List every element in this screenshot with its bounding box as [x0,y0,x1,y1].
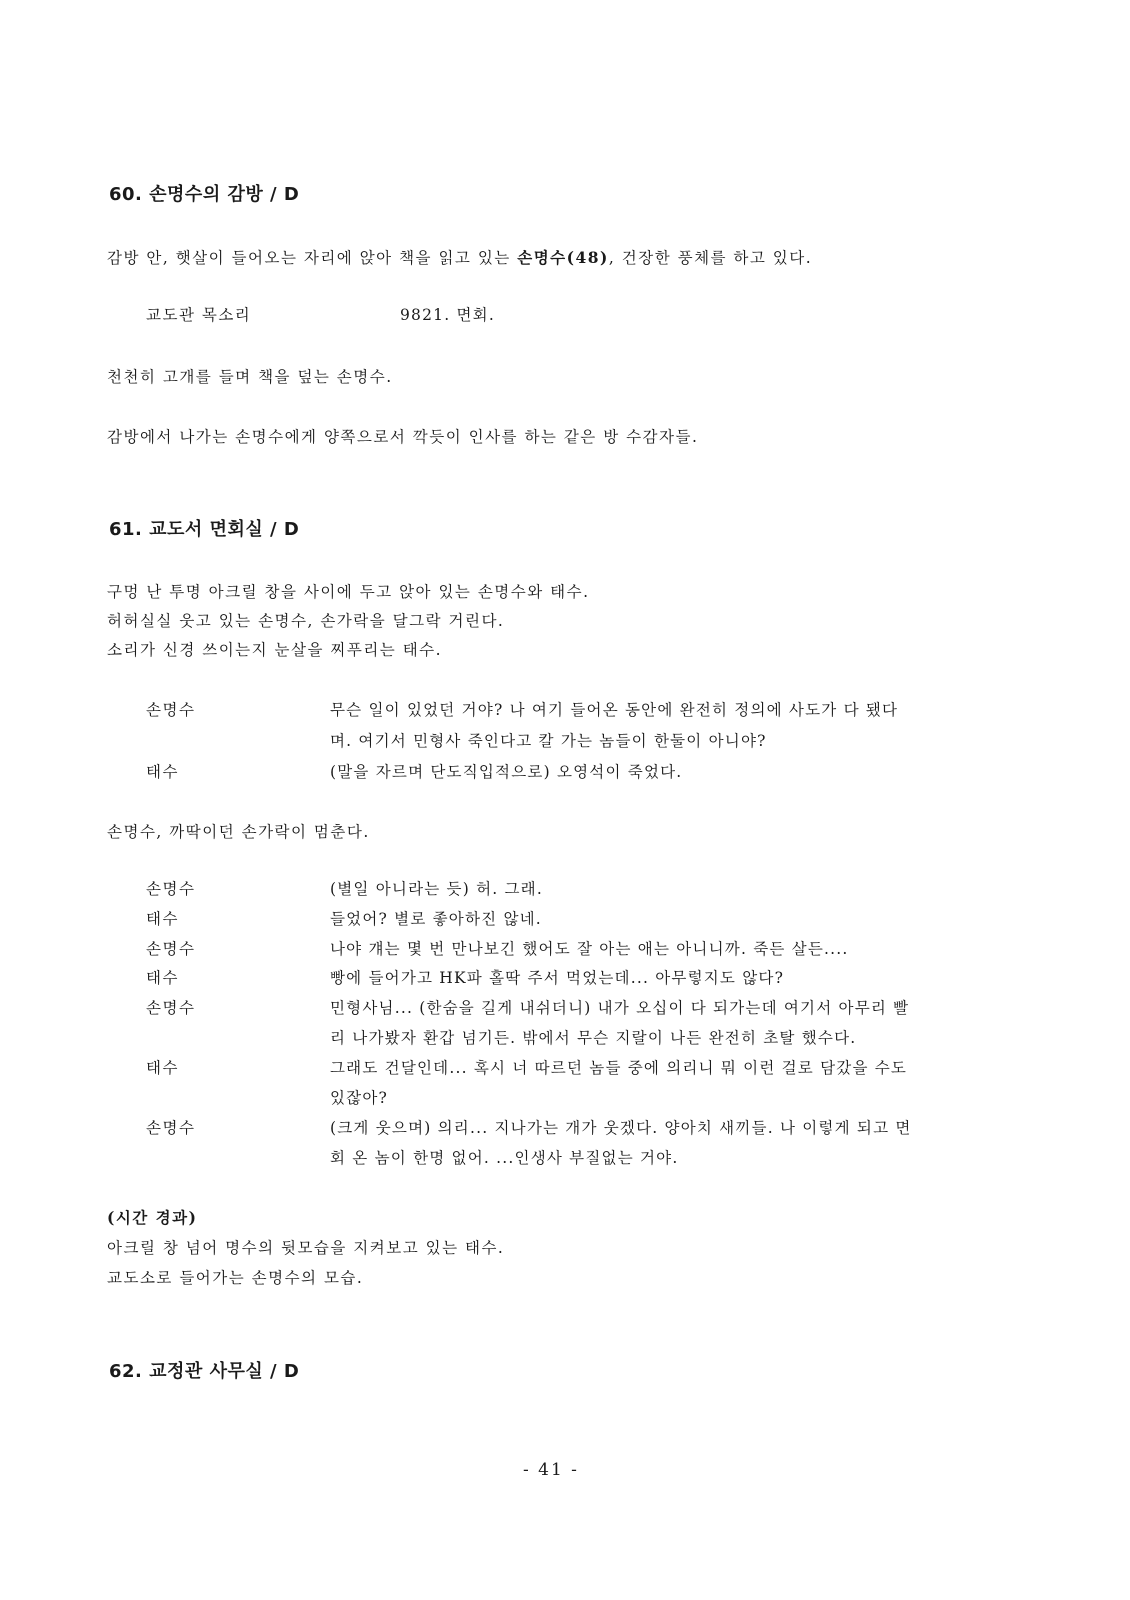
scene-61-heading: 61. 교도서 면회실 / D [109,519,300,540]
page-number: - 41 - [523,1460,579,1480]
scene-61-action-2: 손명수, 까딱이던 손가락이 멈춘다. [107,823,370,841]
action-text: , 건장한 풍체를 하고 있다. [608,249,813,267]
dialogue-character: 손명수 [146,701,196,719]
dialogue-line: 빵에 들어가고 HK파 홀딱 주서 먹었는데... 아무렇지도 않다? [330,969,785,987]
scene-61-action-line: 교도소로 들어가는 손명수의 모습. [107,1269,364,1287]
scene-60-action-2: 천천히 고개를 들며 책을 덮는 손명수. [107,368,393,386]
scene-61-action-line: 아크릴 창 넘어 명수의 뒷모습을 지켜보고 있는 태수. [107,1239,505,1257]
dialogue-line: 리 나가봤자 환갑 넘기든. 밖에서 무슨 지랄이 나든 완전히 초탈 했수다. [330,1029,857,1047]
dialogue-character: 손명수 [146,880,196,898]
scene-61-action-line: 허허실실 웃고 있는 손명수, 손가락을 달그락 거린다. [107,612,505,630]
dialogue-character: 태수 [146,969,179,987]
dialogue-line: 며. 여기서 민형사 죽인다고 칼 가는 놈들이 한둘이 아니야? [330,732,767,750]
dialogue-line: 무슨 일이 있었던 거야? 나 여기 들어온 동안에 완전히 정의에 사도가 다 됐다 [330,701,899,719]
dialogue-line: 나야 걔는 몇 번 만나보긴 했어도 잘 아는 애는 아니니까. 죽든 살든.... [330,940,849,958]
scene-60-heading: 60. 손명수의 감방 / D [109,184,300,205]
dialogue-line: 9821. 면회. [400,306,495,324]
dialogue-line: 들었어? 별로 좋아하진 않네. [330,910,542,928]
scene-60-action-1 [107,246,812,268]
dialogue-line: 있잖아? [330,1089,389,1107]
scene-62-heading: 62. 교정관 사무실 / D [109,1361,300,1382]
dialogue-character: 태수 [146,763,179,781]
dialogue-line: (별일 아니라는 듯) 허. 그래. [330,880,543,898]
time-transition-note: (시간 경과) [107,1208,198,1227]
dialogue-character: 태수 [146,1059,179,1077]
dialogue-line: 회 온 놈이 한명 없어. ...인생사 부질없는 거야. [330,1149,679,1167]
scene-61-action-line: 구멍 난 투명 아크릴 창을 사이에 두고 앉아 있는 손명수와 태수. [107,583,590,601]
dialogue-line: (크게 웃으며) 의리... 지나가는 개가 웃겠다. 양아치 새끼들. 나 이렇게 되고 면 [330,1119,912,1137]
dialogue-character: 손명수 [146,1119,196,1137]
dialogue-character: 태수 [146,910,179,928]
dialogue-line: 민형사님... (한숨을 길게 내쉬더니) 내가 오십이 다 되가는데 여기서 아무리 빨 [330,999,910,1017]
character-intro: 손명수(48) [517,248,609,267]
scene-61-action-line: 소리가 신경 쓰이는지 눈살을 찌푸리는 태수. [107,641,443,659]
dialogue-character: 손명수 [146,999,196,1017]
scene-60-action-3: 감방에서 나가는 손명수에게 양쪽으로서 깍듯이 인사를 하는 같은 방 수감자들. [107,428,699,446]
dialogue-character: 손명수 [146,940,196,958]
dialogue-character: 교도관 목소리 [146,306,252,324]
action-text: 감방 안, 햇살이 들어오는 자리에 앉아 책을 읽고 있는 [107,249,518,267]
dialogue-line: (말을 자르며 단도직입적으로) 오영석이 죽었다. [330,763,683,781]
dialogue-line: 그래도 건달인데... 혹시 너 따르던 놈들 중에 의리니 뭐 이런 걸로 담갔을 수도 [330,1059,908,1077]
